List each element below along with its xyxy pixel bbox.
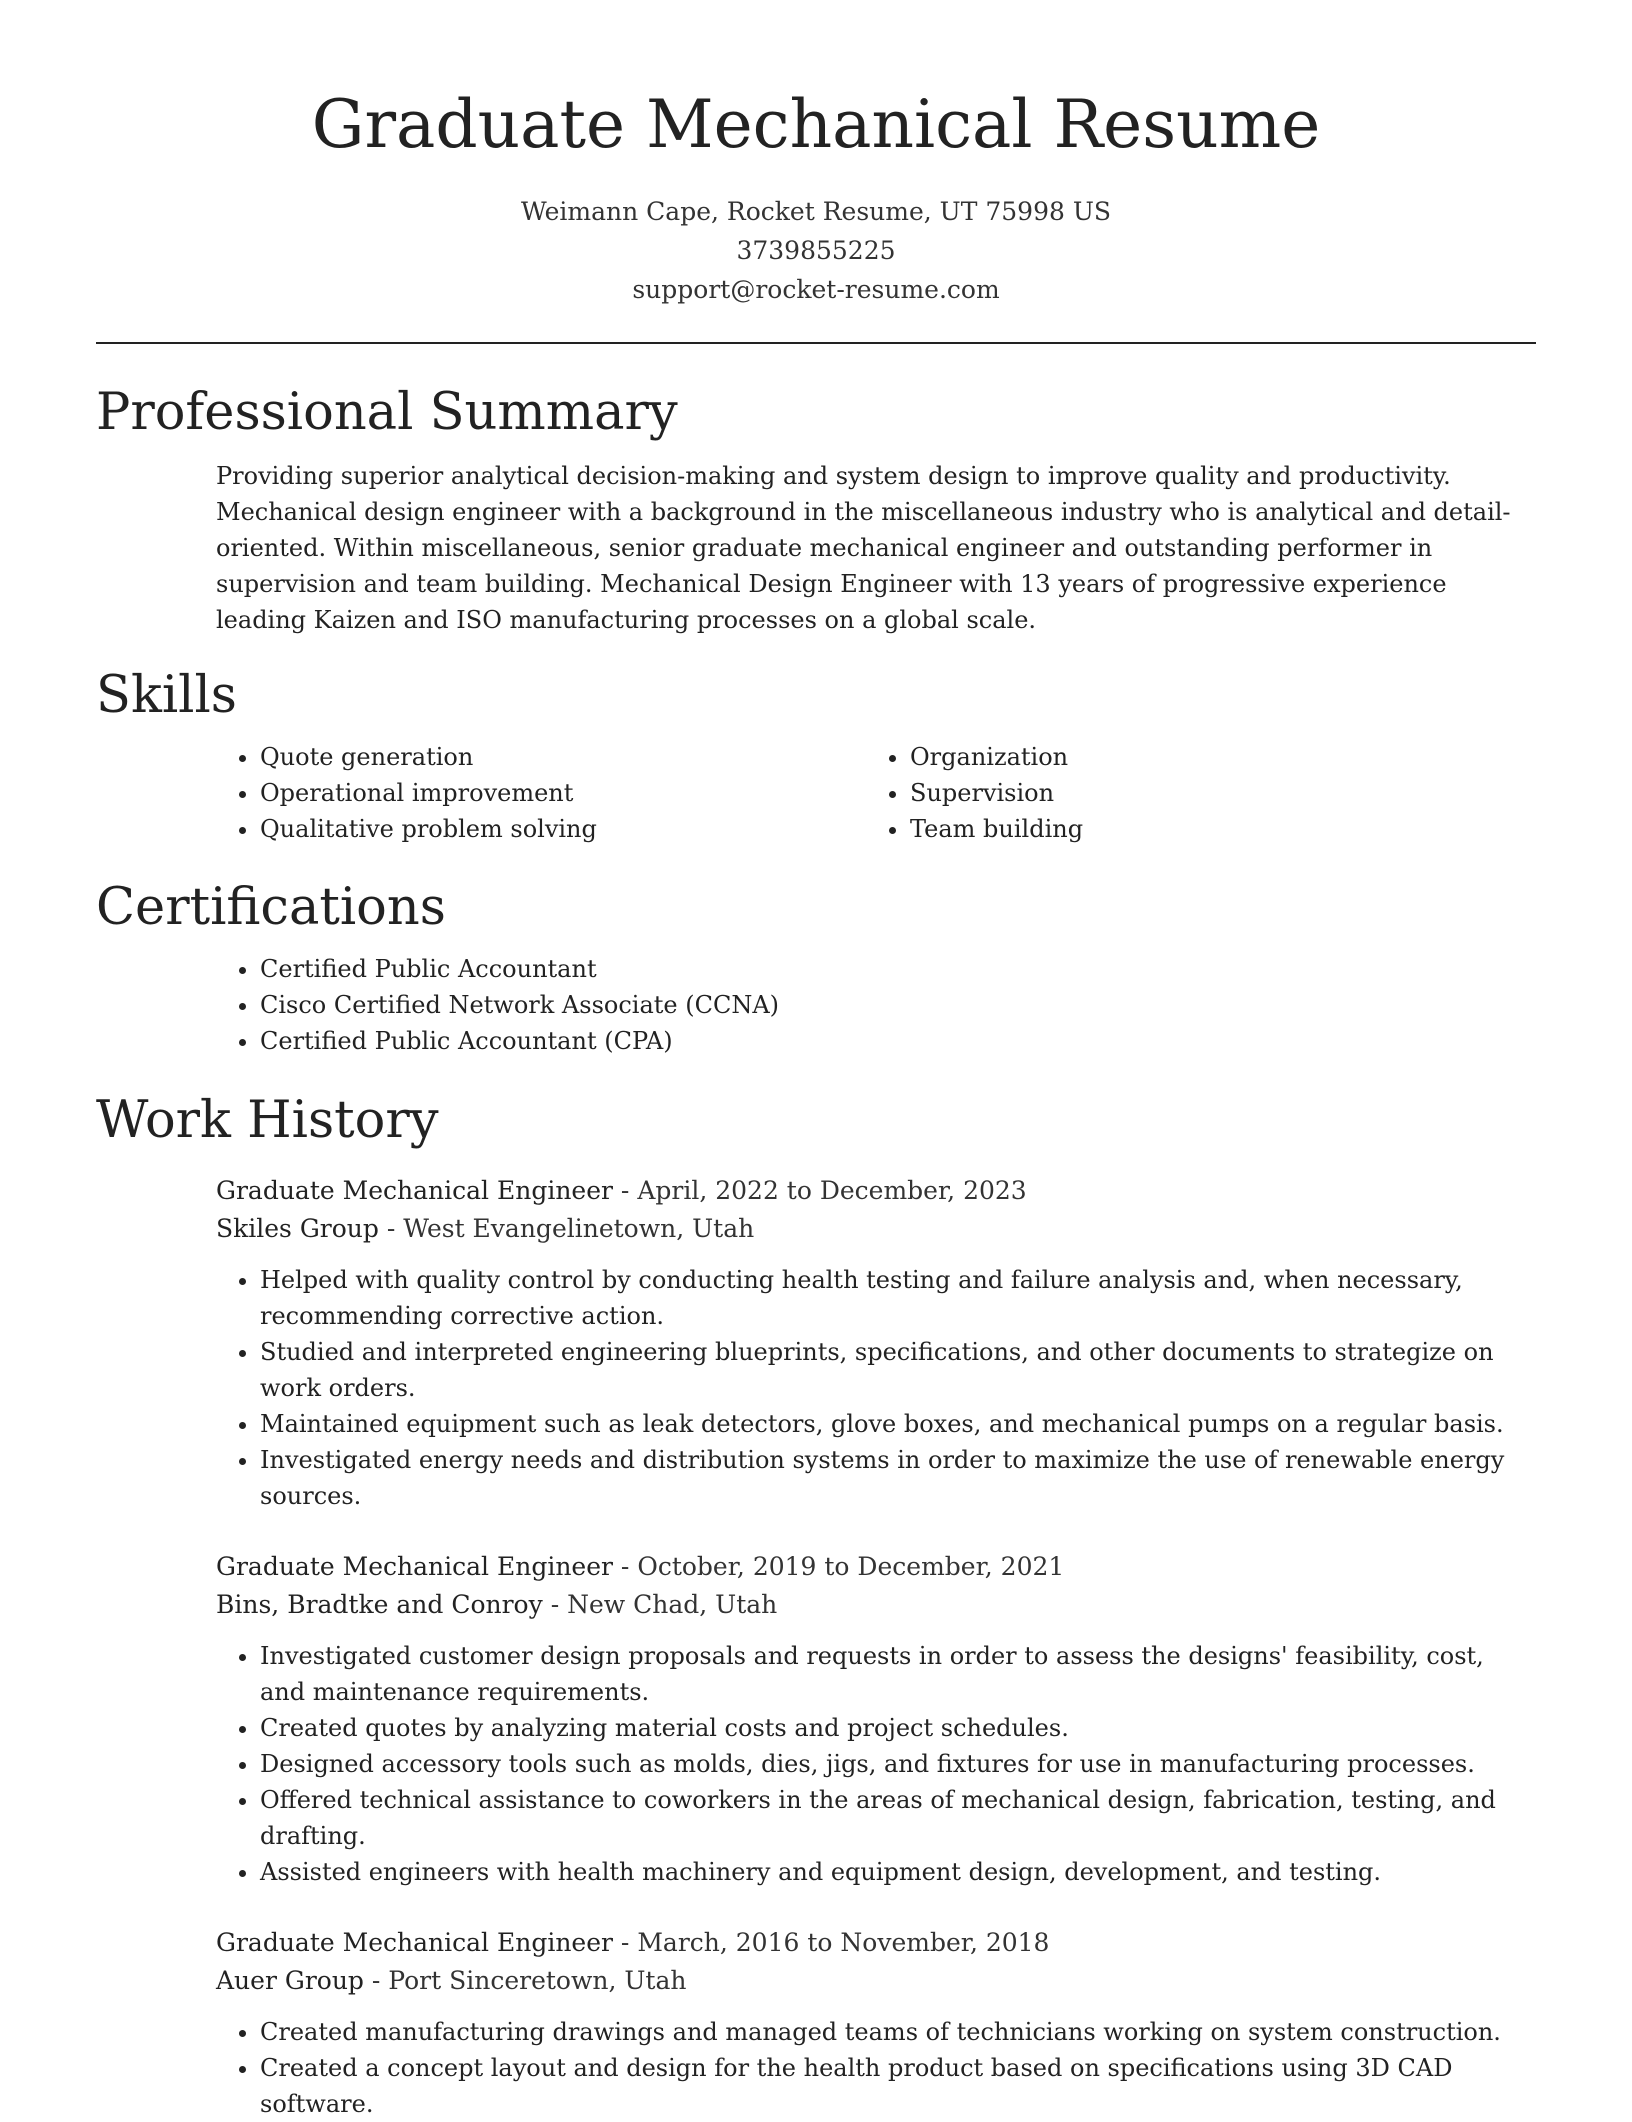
job-dates-separator: - (620, 1176, 638, 1205)
job-dates-separator: - (620, 1928, 638, 1957)
skills-column-left (96, 739, 910, 847)
summary-text: Providing superior analytical decision-making and system design to improve quality and productivity. Mechanical design engineer with a background in the miscellaneous industry who is analytical and detail-oriented. Within miscellaneous, senior graduate mechanical engineer and outstanding performer in supervision and team building. Mechanical Design Engineer with 13 years of progressive experience leading Kaizen and ISO manufacturing processes on a global scale. (216, 462, 1511, 634)
job-bullets (216, 2014, 1536, 2122)
summary-heading: Professional Summary (96, 383, 678, 442)
job-entry (216, 1548, 1536, 1890)
skill-item: • Supervision (910, 775, 1510, 811)
certification-item: • Certified Public Accountant (CPA) (260, 1023, 1536, 1059)
certifications-list (96, 951, 1536, 1059)
job-bullet: • Created quotes by analyzing material costs and project schedules. (260, 1710, 1536, 1746)
job-bullet: • Investigated energy needs and distribution systems in order to maximize the use of renewable energy sources. (260, 1442, 1536, 1514)
skill-item: • Organization (910, 739, 1510, 775)
certification-item: • Cisco Certified Network Associate (CCNA) (260, 987, 1536, 1023)
job-title-line (216, 1172, 1536, 1210)
job-bullet: • Helped with quality control by conducting health testing and failure analysis and, when necessary, recommending corrective action. (260, 1262, 1536, 1334)
skills-list (96, 739, 1536, 847)
job-location: New Chad, Utah (567, 1590, 778, 1619)
job-bullet: • Offered technical assistance to coworkers in the areas of mechanical design, fabrication, testing, and drafting. (260, 1782, 1536, 1854)
job-bullet: • Designed accessory tools such as molds, dies, jigs, and fixtures for use in manufacturing processes. (260, 1746, 1536, 1782)
job-title: Graduate Mechanical Engineer (216, 1928, 613, 1957)
job-bullet: • Assisted engineers with health machinery and equipment design, development, and testing. (260, 1854, 1536, 1890)
job-dates: April, 2022 to December, 2023 (637, 1176, 1027, 1205)
job-company: Bins, Bradtke and Conroy (216, 1590, 543, 1619)
job-title-line (216, 1924, 1536, 1962)
summary-section (96, 380, 1536, 638)
job-company: Auer Group (216, 1966, 364, 1995)
job-bullets (216, 1638, 1536, 1890)
skills-heading: Skills (96, 666, 237, 725)
job-title: Graduate Mechanical Engineer (216, 1176, 613, 1205)
skill-item: • Quote generation (260, 739, 910, 775)
job-bullets (216, 1262, 1536, 1514)
job-bullet: • Created a concept layout and design for the health product based on specifications using 3D CAD software. (260, 2050, 1536, 2122)
job-title: Graduate Mechanical Engineer (216, 1552, 613, 1581)
job-bullet: • Investigated customer design proposals and requests in order to assess the designs' feasibility, cost, and maintenance requirements. (260, 1638, 1536, 1710)
contact-block (0, 192, 1632, 309)
job-location-separator: - (550, 1590, 568, 1619)
job-location-separator: - (371, 1966, 389, 1995)
certifications-section (96, 875, 1536, 1059)
job-company-line (216, 1586, 1536, 1624)
contact-phone: 3739855225 (736, 236, 896, 265)
job-location-separator: - (386, 1214, 404, 1243)
skills-section (96, 663, 1536, 847)
work-history-heading: Work History (96, 1091, 439, 1150)
job-entry (216, 1924, 1536, 2122)
certification-item: • Certified Public Accountant (260, 951, 1536, 987)
job-dates-separator: - (620, 1552, 638, 1581)
skill-item: • Team building (910, 811, 1510, 847)
skill-item: • Qualitative problem solving (260, 811, 910, 847)
job-location: Port Sinceretown, Utah (388, 1966, 687, 1995)
job-location: West Evangelinetown, Utah (403, 1214, 755, 1243)
contact-email: support@rocket-resume.com (632, 275, 1000, 304)
job-title-line (216, 1548, 1536, 1586)
job-entry (216, 1172, 1536, 1514)
work-history-section (96, 1088, 1536, 2122)
job-company-line (216, 1962, 1536, 2000)
contact-address: Weimann Cape, Rocket Resume, UT 75998 US (520, 197, 1112, 226)
job-company-line (216, 1210, 1536, 1248)
header-divider (96, 342, 1536, 344)
job-bullet: • Created manufacturing drawings and managed teams of technicians working on system construction. (260, 2014, 1536, 2050)
skills-column-right (910, 739, 1510, 847)
job-dates: October, 2019 to December, 2021 (637, 1552, 1065, 1581)
job-bullet: • Maintained equipment such as leak detectors, glove boxes, and mechanical pumps on a regular basis. (260, 1406, 1536, 1442)
resume-title: Graduate Mechanical Resume (311, 86, 1321, 163)
job-company: Skiles Group (216, 1214, 379, 1243)
certifications-heading: Certifications (96, 878, 446, 937)
job-bullet: • Studied and interpreted engineering blueprints, specifications, and other documents to strategize on work orders. (260, 1334, 1536, 1406)
job-dates: March, 2016 to November, 2018 (637, 1928, 1050, 1957)
skill-item: • Operational improvement (260, 775, 910, 811)
